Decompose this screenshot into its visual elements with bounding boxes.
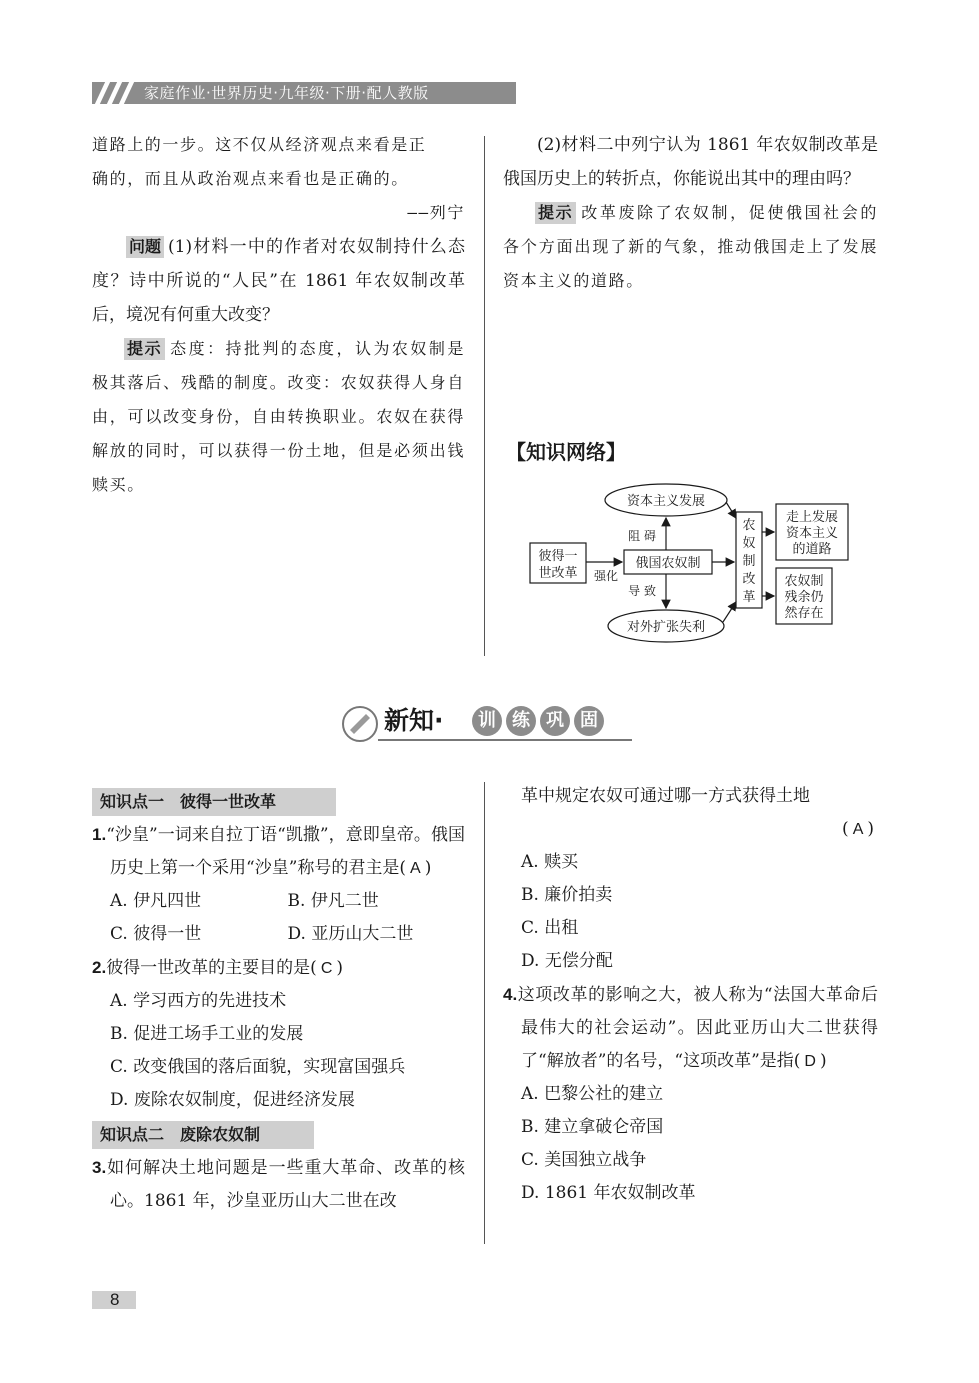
option-b: B. 廉价拍卖 <box>521 885 613 905</box>
option-row <box>92 918 465 951</box>
question-1-item <box>92 818 465 885</box>
option-d: D. 无偿分配 <box>521 951 613 971</box>
option-b: B. 伊凡二世 <box>287 891 379 911</box>
option-d: D. 废除农奴制度，促进经济发展 <box>110 1090 355 1110</box>
node-reform-char-2: 奴 <box>742 536 756 551</box>
question-3-answer <box>503 813 878 846</box>
option-a: A. 伊凡四世 <box>110 891 202 911</box>
node-peter-label-2: 世改革 <box>538 566 578 581</box>
answer-close: ) <box>424 858 432 878</box>
node-reform-char-3: 制 <box>742 554 756 569</box>
label-hinder: 阻 碍 <box>628 529 656 543</box>
page-number: 8 <box>110 1290 120 1309</box>
node-reform-char-4: 改 <box>742 572 756 587</box>
option-c: C. 彼得一世 <box>110 924 202 944</box>
banner-title: 新知· <box>384 706 444 735</box>
hint-tag: 提示 <box>124 338 165 360</box>
question-text: “沙皇”一词来自拉丁语“凯撒”，意即皇帝。俄国历史上第一个采用“沙皇”称号的君主是( <box>106 825 465 878</box>
answer-close: ) <box>336 958 344 978</box>
node-remain-line-2: 残余仍 <box>784 590 824 605</box>
option-a: A. 赎买 <box>521 852 579 872</box>
question-2-text: (2)材料二中列宁认为 1861 年农奴制改革是俄国历史上的转折点，你能说出其中的理由吗？ <box>503 135 878 189</box>
bottom-right-column <box>503 780 878 1210</box>
answer: A <box>852 821 864 838</box>
banner-seal-1: 训 <box>472 706 502 736</box>
hint-tag: 提示 <box>535 202 576 224</box>
node-capitalism-label: 资本主义发展 <box>626 494 706 509</box>
top-right-column <box>503 128 878 298</box>
hint-1 <box>92 332 465 502</box>
node-serfdom-label: 俄国农奴制 <box>635 556 701 571</box>
column-divider <box>484 136 485 656</box>
question-text: 如何解决土地问题是一些重大革命、改革的核心。1861 年，沙皇亚历山大二世在改 <box>106 1158 465 1211</box>
node-remain-line-3: 然存在 <box>784 606 824 621</box>
question-text: 彼得一世改革的主要目的是( <box>106 958 317 978</box>
question-1-text: (1)材料一中的作者对农奴制持什么态度？诗中所说的“人民”在 1861 年农奴制改革后，境况有何重大改变？ <box>92 237 465 325</box>
quote-line-2: 确的，而且从政治观点来看也是正确的。 <box>92 169 409 188</box>
answer: A <box>410 860 421 877</box>
question-number: 2. <box>92 958 107 977</box>
answer-open: ( <box>842 819 849 839</box>
arrow-capitalism-reform <box>726 502 736 518</box>
node-path-line-2: 资本主义 <box>785 526 839 541</box>
node-path-line-1: 走上发展 <box>785 510 839 525</box>
node-reform-char-5: 革 <box>742 590 756 605</box>
column-divider <box>484 782 485 1244</box>
option-c: C. 出租 <box>521 918 579 938</box>
node-path-line-3: 的道路 <box>792 542 832 557</box>
hint-2 <box>503 196 878 298</box>
knowledge-network-diagram <box>520 480 880 645</box>
network-heading: 【知识网络】 <box>506 440 626 464</box>
header-title: 家庭作业·世界历史·九年级·下册·配人教版 <box>144 84 429 102</box>
option-a: A. 巴黎公社的建立 <box>521 1084 664 1104</box>
node-expansion-label: 对外扩张失利 <box>626 620 706 635</box>
top-left-column <box>92 128 465 502</box>
question-tag: 问题 <box>126 236 164 258</box>
header-slash-icon <box>92 82 142 104</box>
question-1 <box>92 230 465 332</box>
answer-close: ) <box>867 819 874 839</box>
option-a: A. 学习西方的先进技术 <box>110 991 287 1011</box>
banner-seal-2: 练 <box>506 706 536 736</box>
arrow-expansion-reform <box>723 602 736 622</box>
question-4-item <box>503 978 878 1078</box>
option-b: B. 促进工场手工业的发展 <box>110 1024 304 1044</box>
label-lead: 导 致 <box>628 584 656 598</box>
node-reform-char-1: 农 <box>742 518 756 533</box>
question-3-item <box>92 1151 465 1218</box>
option-b: B. 建立拿破仑帝国 <box>521 1117 664 1137</box>
option-row <box>92 885 465 918</box>
answer: D <box>804 1053 816 1070</box>
question-3-continued: 革中规定农奴可通过哪一方式获得土地 <box>521 786 810 806</box>
answer: C <box>320 960 333 977</box>
section-2-title: 知识点二 废除农奴制 <box>92 1121 314 1149</box>
banner-seal-4: 固 <box>574 706 604 736</box>
question-number: 3. <box>92 1158 107 1177</box>
section-1-title: 知识点一 彼得一世改革 <box>92 788 336 816</box>
label-strengthen: 强化 <box>593 569 619 583</box>
hint-2-text: 改革废除了农奴制，促使俄国社会的各个方面出现了新的气象，推动俄国走上了发展资本主义的道路。 <box>503 203 878 290</box>
quote-line-1: 道路上的一步。这不仅从经济观点来看是正 <box>92 135 427 154</box>
option-d: D. 亚历山大二世 <box>287 924 414 944</box>
quote-author: ——列宁 <box>407 203 465 222</box>
bottom-left-column <box>92 784 465 1218</box>
option-c: C. 美国独立战争 <box>521 1150 647 1170</box>
question-2-item <box>92 951 465 985</box>
question-number: 1. <box>92 825 107 844</box>
option-c: C. 改变俄国的落后面貌，实现富国强兵 <box>110 1057 406 1077</box>
option-d: D. 1861 年农奴制改革 <box>521 1183 696 1203</box>
banner-seal-3: 巩 <box>540 706 570 736</box>
node-peter-label-1: 彼得一 <box>538 549 578 564</box>
hint-1-text: 态度：持批判的态度，认为农奴制是极其落后、残酷的制度。改变：农奴获得人身自由，可以改变身份，自由转换职业。农奴在获得解放的同时，可以获得一份土地，但是必须出钱赎买。 <box>92 339 465 494</box>
node-remain-line-1: 农奴制 <box>784 574 824 589</box>
answer-close: ) <box>819 1051 827 1071</box>
question-text: 这项改革的影响之大，被人称为“法国大革命后最伟大的社会运动”。因此亚历山大二世获得了“解放者”的名号，“这项改革”是指( <box>517 985 878 1071</box>
question-number: 4. <box>503 985 518 1004</box>
